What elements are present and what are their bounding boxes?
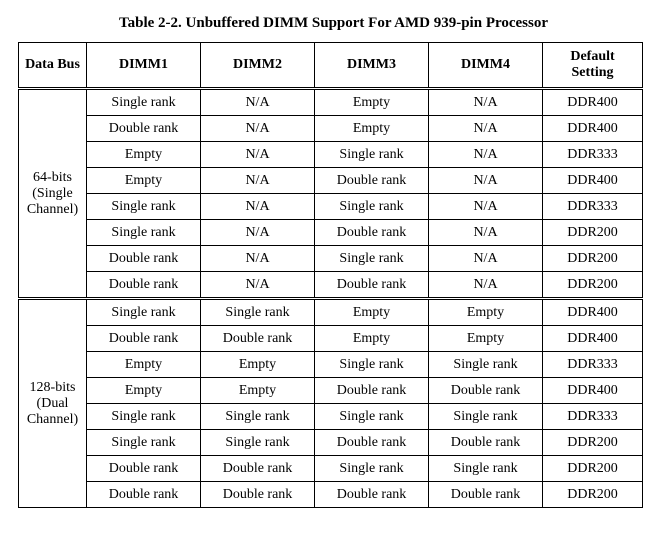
cell-dimm2: N/A bbox=[201, 272, 315, 299]
table-header bbox=[19, 43, 643, 89]
table-row bbox=[19, 220, 643, 246]
table-row bbox=[19, 142, 643, 168]
table-row bbox=[19, 272, 643, 299]
header-dimm1: DIMM1 bbox=[87, 43, 201, 89]
cell-setting: DDR200 bbox=[543, 482, 643, 508]
cell-dimm1: Single rank bbox=[87, 220, 201, 246]
header-default-line2: Setting bbox=[571, 65, 614, 80]
cell-dimm4: N/A bbox=[429, 168, 543, 194]
cell-dimm3: Empty bbox=[315, 299, 429, 326]
cell-dimm4: Double rank bbox=[429, 482, 543, 508]
bus-label-line1: 64-bits bbox=[33, 169, 72, 185]
cell-dimm4: N/A bbox=[429, 142, 543, 168]
table-row bbox=[19, 116, 643, 142]
cell-dimm1: Empty bbox=[87, 142, 201, 168]
cell-dimm1: Empty bbox=[87, 378, 201, 404]
cell-dimm3: Empty bbox=[315, 116, 429, 142]
cell-dimm2: Double rank bbox=[201, 482, 315, 508]
cell-dimm4: Single rank bbox=[429, 456, 543, 482]
cell-dimm4: Empty bbox=[429, 326, 543, 352]
cell-dimm4: N/A bbox=[429, 89, 543, 116]
cell-dimm1: Double rank bbox=[87, 246, 201, 272]
cell-dimm2: Empty bbox=[201, 352, 315, 378]
cell-dimm2: N/A bbox=[201, 194, 315, 220]
cell-dimm3: Double rank bbox=[315, 482, 429, 508]
table-row bbox=[19, 246, 643, 272]
cell-setting: DDR333 bbox=[543, 404, 643, 430]
cell-dimm1: Double rank bbox=[87, 456, 201, 482]
table-row bbox=[19, 456, 643, 482]
cell-dimm2: Single rank bbox=[201, 299, 315, 326]
cell-dimm2: Single rank bbox=[201, 430, 315, 456]
cell-setting: DDR200 bbox=[543, 246, 643, 272]
cell-dimm2: N/A bbox=[201, 116, 315, 142]
header-data-bus: Data Bus bbox=[19, 43, 87, 89]
cell-dimm3: Single rank bbox=[315, 456, 429, 482]
cell-dimm1: Single rank bbox=[87, 404, 201, 430]
cell-dimm1: Empty bbox=[87, 168, 201, 194]
cell-setting: DDR333 bbox=[543, 142, 643, 168]
cell-dimm2: N/A bbox=[201, 89, 315, 116]
cell-setting: DDR400 bbox=[543, 326, 643, 352]
table-row bbox=[19, 430, 643, 456]
header-dimm2: DIMM2 bbox=[201, 43, 315, 89]
cell-dimm3: Double rank bbox=[315, 272, 429, 299]
cell-dimm3: Empty bbox=[315, 326, 429, 352]
bus-label-line3: Channel) bbox=[26, 411, 79, 427]
cell-setting: DDR200 bbox=[543, 272, 643, 299]
bus-label-line1: 128-bits bbox=[29, 379, 76, 395]
cell-dimm3: Single rank bbox=[315, 404, 429, 430]
cell-dimm4: N/A bbox=[429, 194, 543, 220]
cell-dimm2: N/A bbox=[201, 220, 315, 246]
table-row bbox=[19, 326, 643, 352]
cell-dimm3: Single rank bbox=[315, 194, 429, 220]
table-row bbox=[19, 299, 643, 326]
cell-setting: DDR333 bbox=[543, 194, 643, 220]
cell-dimm4: N/A bbox=[429, 116, 543, 142]
cell-dimm2: Double rank bbox=[201, 456, 315, 482]
cell-dimm3: Double rank bbox=[315, 430, 429, 456]
cell-dimm1: Double rank bbox=[87, 116, 201, 142]
cell-setting: DDR333 bbox=[543, 352, 643, 378]
table-row bbox=[19, 378, 643, 404]
cell-setting: DDR200 bbox=[543, 430, 643, 456]
cell-dimm4: Empty bbox=[429, 299, 543, 326]
cell-dimm4: Double rank bbox=[429, 430, 543, 456]
cell-dimm3: Single rank bbox=[315, 246, 429, 272]
header-default-line1: Default bbox=[570, 49, 615, 64]
dual-channel-group bbox=[19, 299, 643, 508]
cell-dimm3: Empty bbox=[315, 89, 429, 116]
cell-dimm3: Double rank bbox=[315, 168, 429, 194]
bus-label-line2: (Single bbox=[32, 185, 73, 201]
bus-label-line2: (Dual bbox=[36, 395, 69, 411]
cell-dimm1: Double rank bbox=[87, 272, 201, 299]
bus-label-line3: Channel) bbox=[26, 201, 79, 217]
cell-dimm2: N/A bbox=[201, 168, 315, 194]
dimm-support-table bbox=[18, 42, 643, 508]
cell-dimm4: Single rank bbox=[429, 404, 543, 430]
cell-dimm3: Double rank bbox=[315, 220, 429, 246]
cell-dimm4: Single rank bbox=[429, 352, 543, 378]
cell-dimm1: Single rank bbox=[87, 194, 201, 220]
table-row bbox=[19, 482, 643, 508]
table-caption: Table 2-2. Unbuffered DIMM Support For AMD 939-pin Processor bbox=[118, 15, 549, 31]
cell-dimm4: N/A bbox=[429, 272, 543, 299]
single-channel-group bbox=[19, 89, 643, 299]
cell-setting: DDR400 bbox=[543, 168, 643, 194]
cell-setting: DDR400 bbox=[543, 378, 643, 404]
cell-dimm2: N/A bbox=[201, 142, 315, 168]
cell-dimm4: N/A bbox=[429, 220, 543, 246]
cell-setting: DDR400 bbox=[543, 116, 643, 142]
header-dimm3: DIMM3 bbox=[315, 43, 429, 89]
cell-setting: DDR400 bbox=[543, 299, 643, 326]
header-row bbox=[19, 43, 643, 89]
cell-dimm1: Single rank bbox=[87, 89, 201, 116]
cell-dimm4: N/A bbox=[429, 246, 543, 272]
table-row bbox=[19, 352, 643, 378]
cell-dimm4: Double rank bbox=[429, 378, 543, 404]
data-bus-cell-single bbox=[19, 89, 87, 299]
cell-dimm3: Single rank bbox=[315, 142, 429, 168]
header-dimm4: DIMM4 bbox=[429, 43, 543, 89]
table-row bbox=[19, 194, 643, 220]
cell-dimm1: Empty bbox=[87, 352, 201, 378]
cell-dimm2: Single rank bbox=[201, 404, 315, 430]
data-bus-cell-dual bbox=[19, 299, 87, 508]
table-row bbox=[19, 168, 643, 194]
cell-dimm2: N/A bbox=[201, 246, 315, 272]
cell-dimm1: Single rank bbox=[87, 299, 201, 326]
cell-setting: DDR200 bbox=[543, 220, 643, 246]
header-default-setting bbox=[543, 43, 643, 89]
cell-dimm1: Double rank bbox=[87, 326, 201, 352]
table-row bbox=[19, 404, 643, 430]
cell-dimm2: Double rank bbox=[201, 326, 315, 352]
cell-dimm2: Empty bbox=[201, 378, 315, 404]
cell-setting: DDR200 bbox=[543, 456, 643, 482]
cell-setting: DDR400 bbox=[543, 89, 643, 116]
cell-dimm1: Double rank bbox=[87, 482, 201, 508]
cell-dimm3: Single rank bbox=[315, 352, 429, 378]
cell-dimm3: Double rank bbox=[315, 378, 429, 404]
cell-dimm1: Single rank bbox=[87, 430, 201, 456]
table-row bbox=[19, 89, 643, 116]
